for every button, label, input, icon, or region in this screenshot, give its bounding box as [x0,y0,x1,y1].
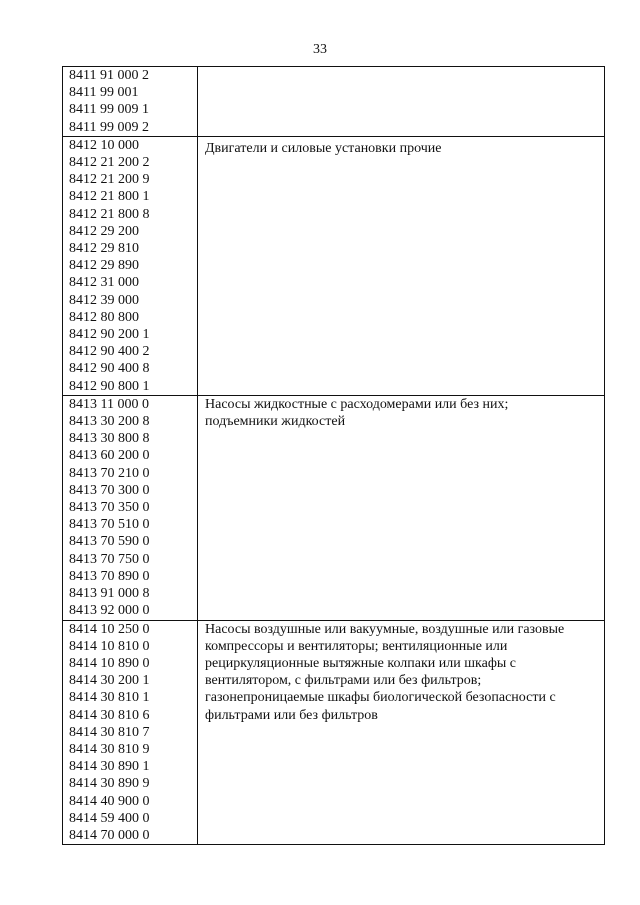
code-cell [63,67,198,137]
product-code: 8412 21 200 2 [69,155,150,171]
product-code: 8412 21 200 9 [69,172,150,188]
table-row [63,395,605,620]
product-code: 8413 11 000 0 [69,396,149,412]
table-row [63,67,605,137]
code-cell [63,620,198,845]
product-code: 8414 10 810 0 [69,638,150,654]
product-code: 8413 30 800 8 [69,431,150,447]
product-code: 8413 60 200 0 [69,448,150,464]
product-code: 8412 29 890 [69,258,139,274]
product-code: 8412 29 200 [69,223,139,239]
description-cell [198,395,605,620]
product-code: 8411 99 009 1 [69,102,149,118]
product-code: 8412 10 000 [69,137,139,153]
product-code: 8411 91 000 2 [69,68,149,83]
product-code: 8414 30 810 1 [69,690,150,706]
product-description: Насосы воздушные или вакуумные, воздушные или газовые компрессоры и вентиляторы; вентиляционные или рециркуляционные вытяжные колпаки или шкафы с вентилятором, с фильтрами или без фильтров; газонепроницаемые шкафы биологической безопасности с фильтрами или без фильтров [205,621,565,723]
product-code: 8411 99 001 [69,85,139,101]
description-cell [198,136,605,395]
description-cell [198,620,605,845]
product-code: 8413 70 300 0 [69,482,150,498]
product-code: 8414 59 400 0 [69,810,150,826]
product-code: 8411 99 009 2 [69,119,149,135]
product-code: 8413 30 200 8 [69,414,150,430]
product-code: 8414 30 810 6 [69,707,150,723]
product-code: 8414 30 810 9 [69,741,150,757]
tn-ved-codes-table [62,66,605,845]
product-code: 8412 31 000 [69,275,139,291]
table-body [63,67,605,845]
product-code: 8412 21 800 1 [69,189,150,205]
table-row [63,136,605,395]
code-cell [63,395,198,620]
product-code: 8412 90 400 2 [69,344,150,360]
description-cell [198,67,605,137]
product-code: 8413 70 510 0 [69,517,150,533]
product-code: 8413 91 000 8 [69,586,150,602]
product-code: 8414 30 810 7 [69,724,150,740]
page-number: 33 [313,42,327,57]
product-code: 8412 21 800 8 [69,206,150,222]
product-code: 8412 90 200 1 [69,327,150,343]
product-code: 8413 70 210 0 [69,465,150,481]
product-code: 8414 70 000 0 [69,827,150,843]
product-code: 8414 40 900 0 [69,793,150,809]
product-code: 8412 39 000 [69,292,139,308]
product-code: 8414 10 250 0 [69,621,150,637]
product-description: Двигатели и силовые установки прочие [205,140,442,156]
product-code: 8412 90 800 1 [69,378,150,394]
product-code: 8414 30 890 9 [69,776,150,792]
product-code: 8413 70 590 0 [69,534,150,550]
product-code: 8413 70 350 0 [69,500,150,516]
product-code: 8414 30 890 1 [69,759,150,775]
product-code: 8413 92 000 0 [69,603,150,619]
product-code: 8414 10 890 0 [69,655,150,671]
product-code: 8412 80 800 [69,309,139,325]
product-code: 8413 70 890 0 [69,568,150,584]
product-code: 8414 30 200 1 [69,673,150,689]
code-cell [63,136,198,395]
table-row [63,620,605,845]
product-description: Насосы жидкостные с расходомерами или без них; подъемники жидкостей [205,396,509,430]
product-code: 8413 70 750 0 [69,551,150,567]
product-code: 8412 29 810 [69,241,139,257]
product-code: 8412 90 400 8 [69,361,150,377]
